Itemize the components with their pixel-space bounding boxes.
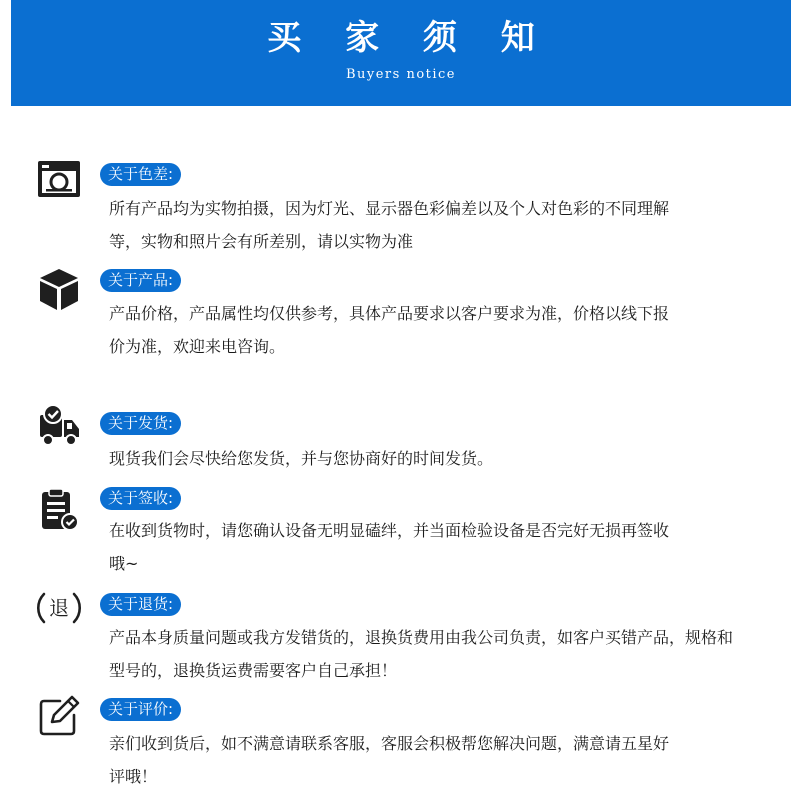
section-text-line: 现货我们会尽快给您发货，并与您协商好的时间发货。 — [109, 449, 494, 468]
page-subtitle: Buyers notice — [345, 67, 457, 82]
edit-review-icon — [36, 693, 82, 739]
section-text-line: 产品价格，产品属性均仅供参考，具体产品要求以客户要求为准，价格以线下报 — [109, 304, 670, 323]
section-label: 关于退货: — [100, 593, 181, 616]
section-text-line: 价为准，欢迎来电咨询。 — [109, 337, 286, 356]
section-label: 关于签收: — [100, 487, 181, 510]
clipboard-check-icon — [36, 487, 82, 533]
section-text-line: 型号的，退换货运费需要客户自己承担！ — [109, 661, 398, 680]
section-text-line: 所有产品均为实物拍摄，因为灯光、显示器色彩偏差以及个人对色彩的不同理解 — [109, 199, 670, 218]
camera-icon — [36, 155, 82, 201]
section-text-line: 产品本身质量问题或我方发错货的，退换货费用由我公司负责，如客户买错产品，规格和 — [109, 628, 734, 647]
section-text-line: 哦~ — [109, 554, 139, 573]
section-label: 关于发货: — [100, 412, 181, 435]
section-text-line: 等，实物和照片会有所差别，请以实物为准 — [109, 232, 414, 251]
return-icon — [36, 584, 82, 630]
section-text-line: 亲们收到货后，如不满意请联系客服，客服会积极帮您解决问题，满意请五星好 — [109, 734, 670, 753]
section-text — [109, 442, 493, 475]
header-banner — [11, 0, 791, 106]
page-title: 买 家 须 知 — [267, 18, 551, 58]
return-glyph: 退 — [49, 596, 69, 620]
section-text — [109, 514, 669, 580]
section-text — [109, 297, 669, 363]
section-label: 关于色差: — [100, 163, 181, 186]
section-label: 关于评价: — [100, 698, 181, 721]
section-text — [109, 192, 669, 258]
box-icon — [36, 266, 82, 312]
section-text-line: 在收到货物时，请您确认设备无明显磕绊，并当面检验设备是否完好无损再签收 — [109, 521, 670, 540]
section-text-line: 评哦！ — [109, 767, 158, 786]
delivery-truck-icon — [36, 403, 82, 449]
section-label: 关于产品: — [100, 269, 181, 292]
section-text — [109, 621, 733, 687]
section-text — [109, 727, 669, 793]
